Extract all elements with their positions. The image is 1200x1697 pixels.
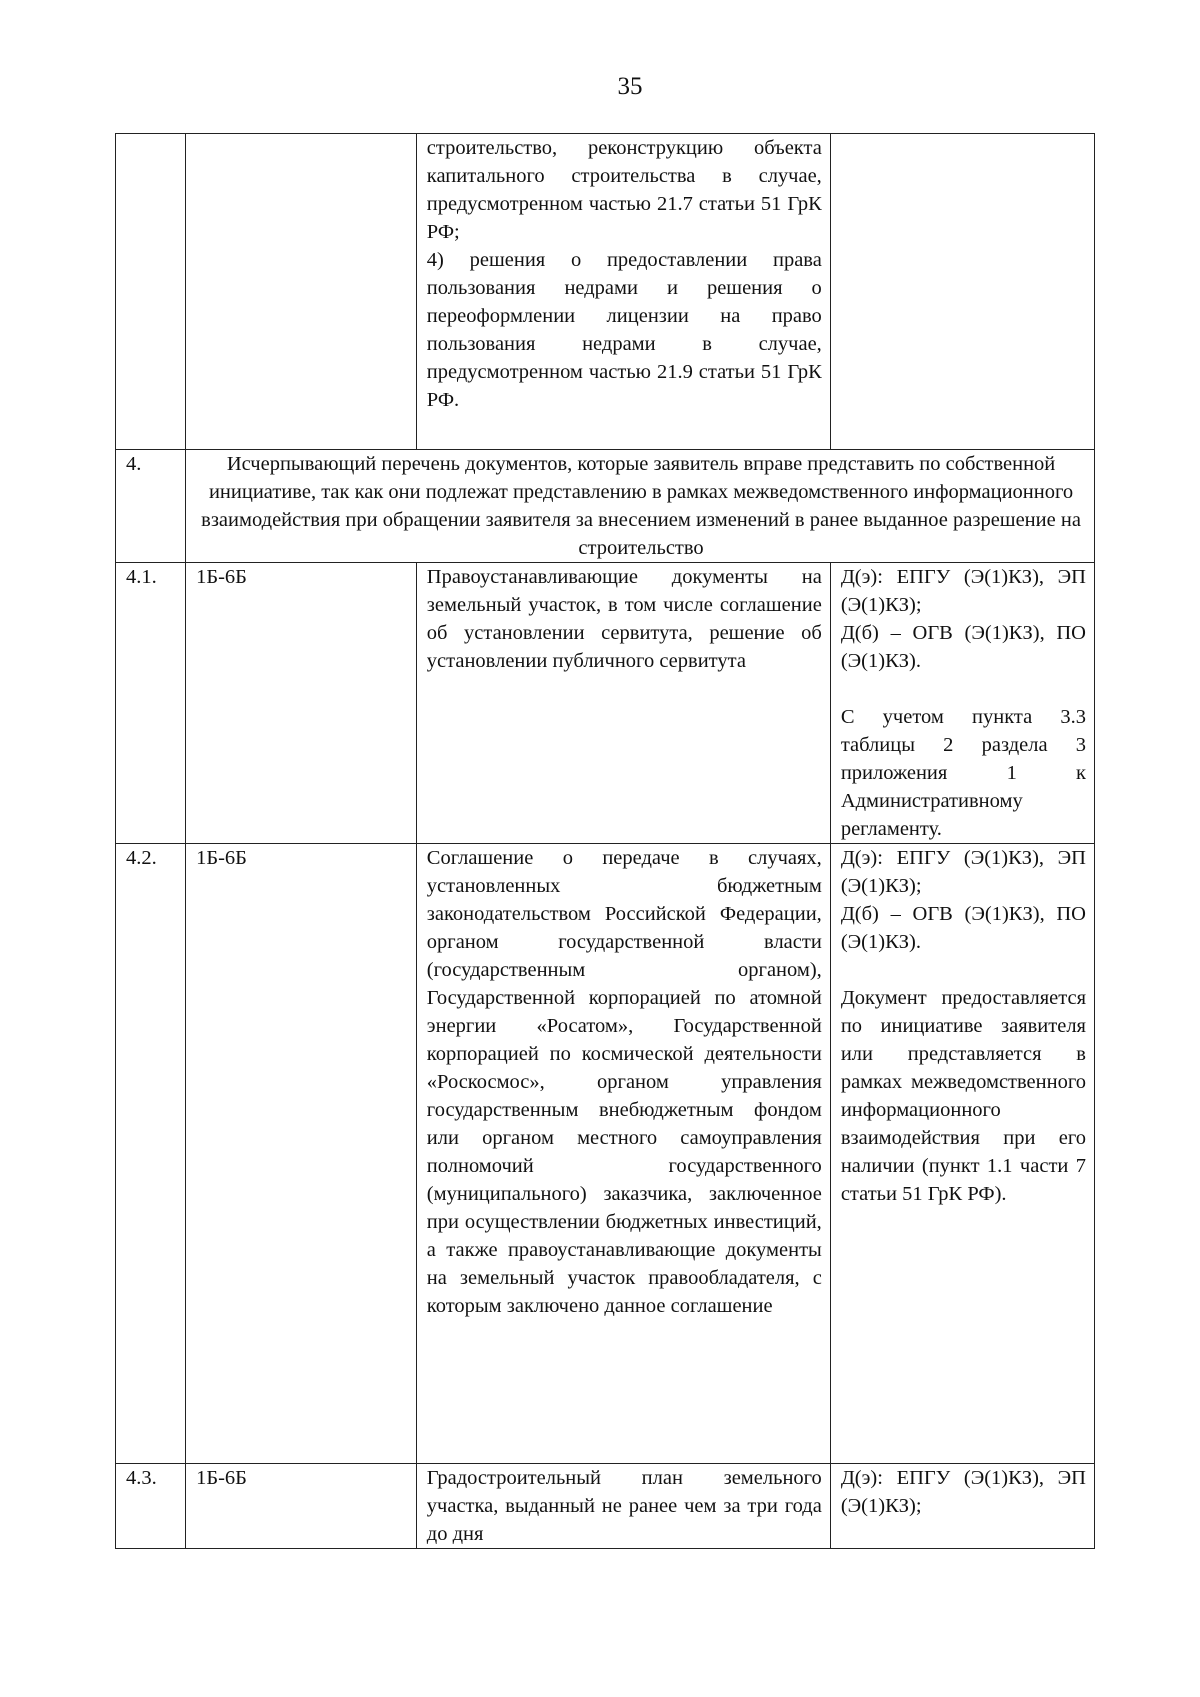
applicant-group-cell: 1Б-6Б — [186, 1464, 417, 1549]
document-paragraph: строительство, реконструкцию объекта капитального строительства в случае, предусмотренном частью 21.7 статьи 51 ГрК РФ; — [426, 137, 822, 243]
row-number-cell — [116, 134, 186, 450]
applicant-group-cell — [186, 134, 417, 450]
source-line: Д(э): ЕПГУ (Э(1)КЗ), ЭП (Э(1)КЗ); — [840, 847, 1086, 897]
document-cell: Правоустанавливающие документы на земельный участок, в том числе соглашение об установлении сервитута, решение об установлении публичного сервитута — [416, 563, 830, 844]
document-cell — [416, 134, 830, 450]
source-line: Д(э): ЕПГУ (Э(1)КЗ), ЭП (Э(1)КЗ); — [840, 1467, 1086, 1517]
section-number: 4. — [116, 450, 186, 563]
source-cell — [830, 1464, 1094, 1549]
source-cell — [830, 134, 1094, 450]
source-line: Д(б) – ОГВ (Э(1)КЗ), ПО (Э(1)КЗ). — [840, 622, 1086, 672]
table-row — [116, 844, 1095, 1464]
document-paragraph: 4) решения о предоставлении права пользования недрами и решения о переоформлении лицензии на право пользования недрами в случае, предусмотренном частью 21.9 статьи 51 ГрК РФ. — [426, 249, 822, 411]
table-row-continuation — [116, 134, 1095, 450]
section-header-row — [116, 450, 1095, 563]
row-number-cell: 4.1. — [116, 563, 186, 844]
source-note: Документ предоставляется по инициативе заявителя или представляется в рамках межведомственного информационного взаимодействия при его наличии (пункт 1.1 части 7 статьи 51 ГрК РФ). — [840, 987, 1086, 1205]
source-note: С учетом пункта 3.3 таблицы 2 раздела 3 приложения 1 к Административному регламенту. — [840, 706, 1086, 840]
table-row — [116, 563, 1095, 844]
document-cell: Соглашение о передаче в случаях, установленных бюджетным законодательством Российской Федерации, органом государственной власти (государственным органом), Государственной корпорацией по атомной энергии «Росатом», Государственной корпорацией по космической деятельности «Роскосмос», органом управления государственным внебюджетным фондом или органом местного самоуправления полномочий государственного (муниципального) заказчика, заключенное при осуществлении бюджетных инвестиций, а также правоустанавливающие документы на земельный участок правообладателя, с которым заключено данное соглашение — [416, 844, 830, 1464]
document-cell: Градостроительный план земельного участка, выданный не ранее чем за три года до дня — [416, 1464, 830, 1549]
source-line: Д(э): ЕПГУ (Э(1)КЗ), ЭП (Э(1)КЗ); — [840, 566, 1086, 616]
source-cell — [830, 844, 1094, 1464]
row-number-cell: 4.2. — [116, 844, 186, 1464]
section-title: Исчерпывающий перечень документов, которые заявитель вправе представить по собственной инициативе, так как они подлежат представлению в рамках межведомственного информационного взаимодействия при обращении заявителя за внесением изменений в ранее выданное разрешение на строительство — [186, 450, 1095, 563]
source-line: Д(б) – ОГВ (Э(1)КЗ), ПО (Э(1)КЗ). — [840, 903, 1086, 953]
source-cell — [830, 563, 1094, 844]
row-number-cell: 4.3. — [116, 1464, 186, 1549]
table-row — [116, 1464, 1095, 1549]
documents-table — [115, 133, 1095, 1549]
applicant-group-cell: 1Б-6Б — [186, 563, 417, 844]
page-number: 35 — [617, 73, 643, 100]
applicant-group-cell: 1Б-6Б — [186, 844, 417, 1464]
